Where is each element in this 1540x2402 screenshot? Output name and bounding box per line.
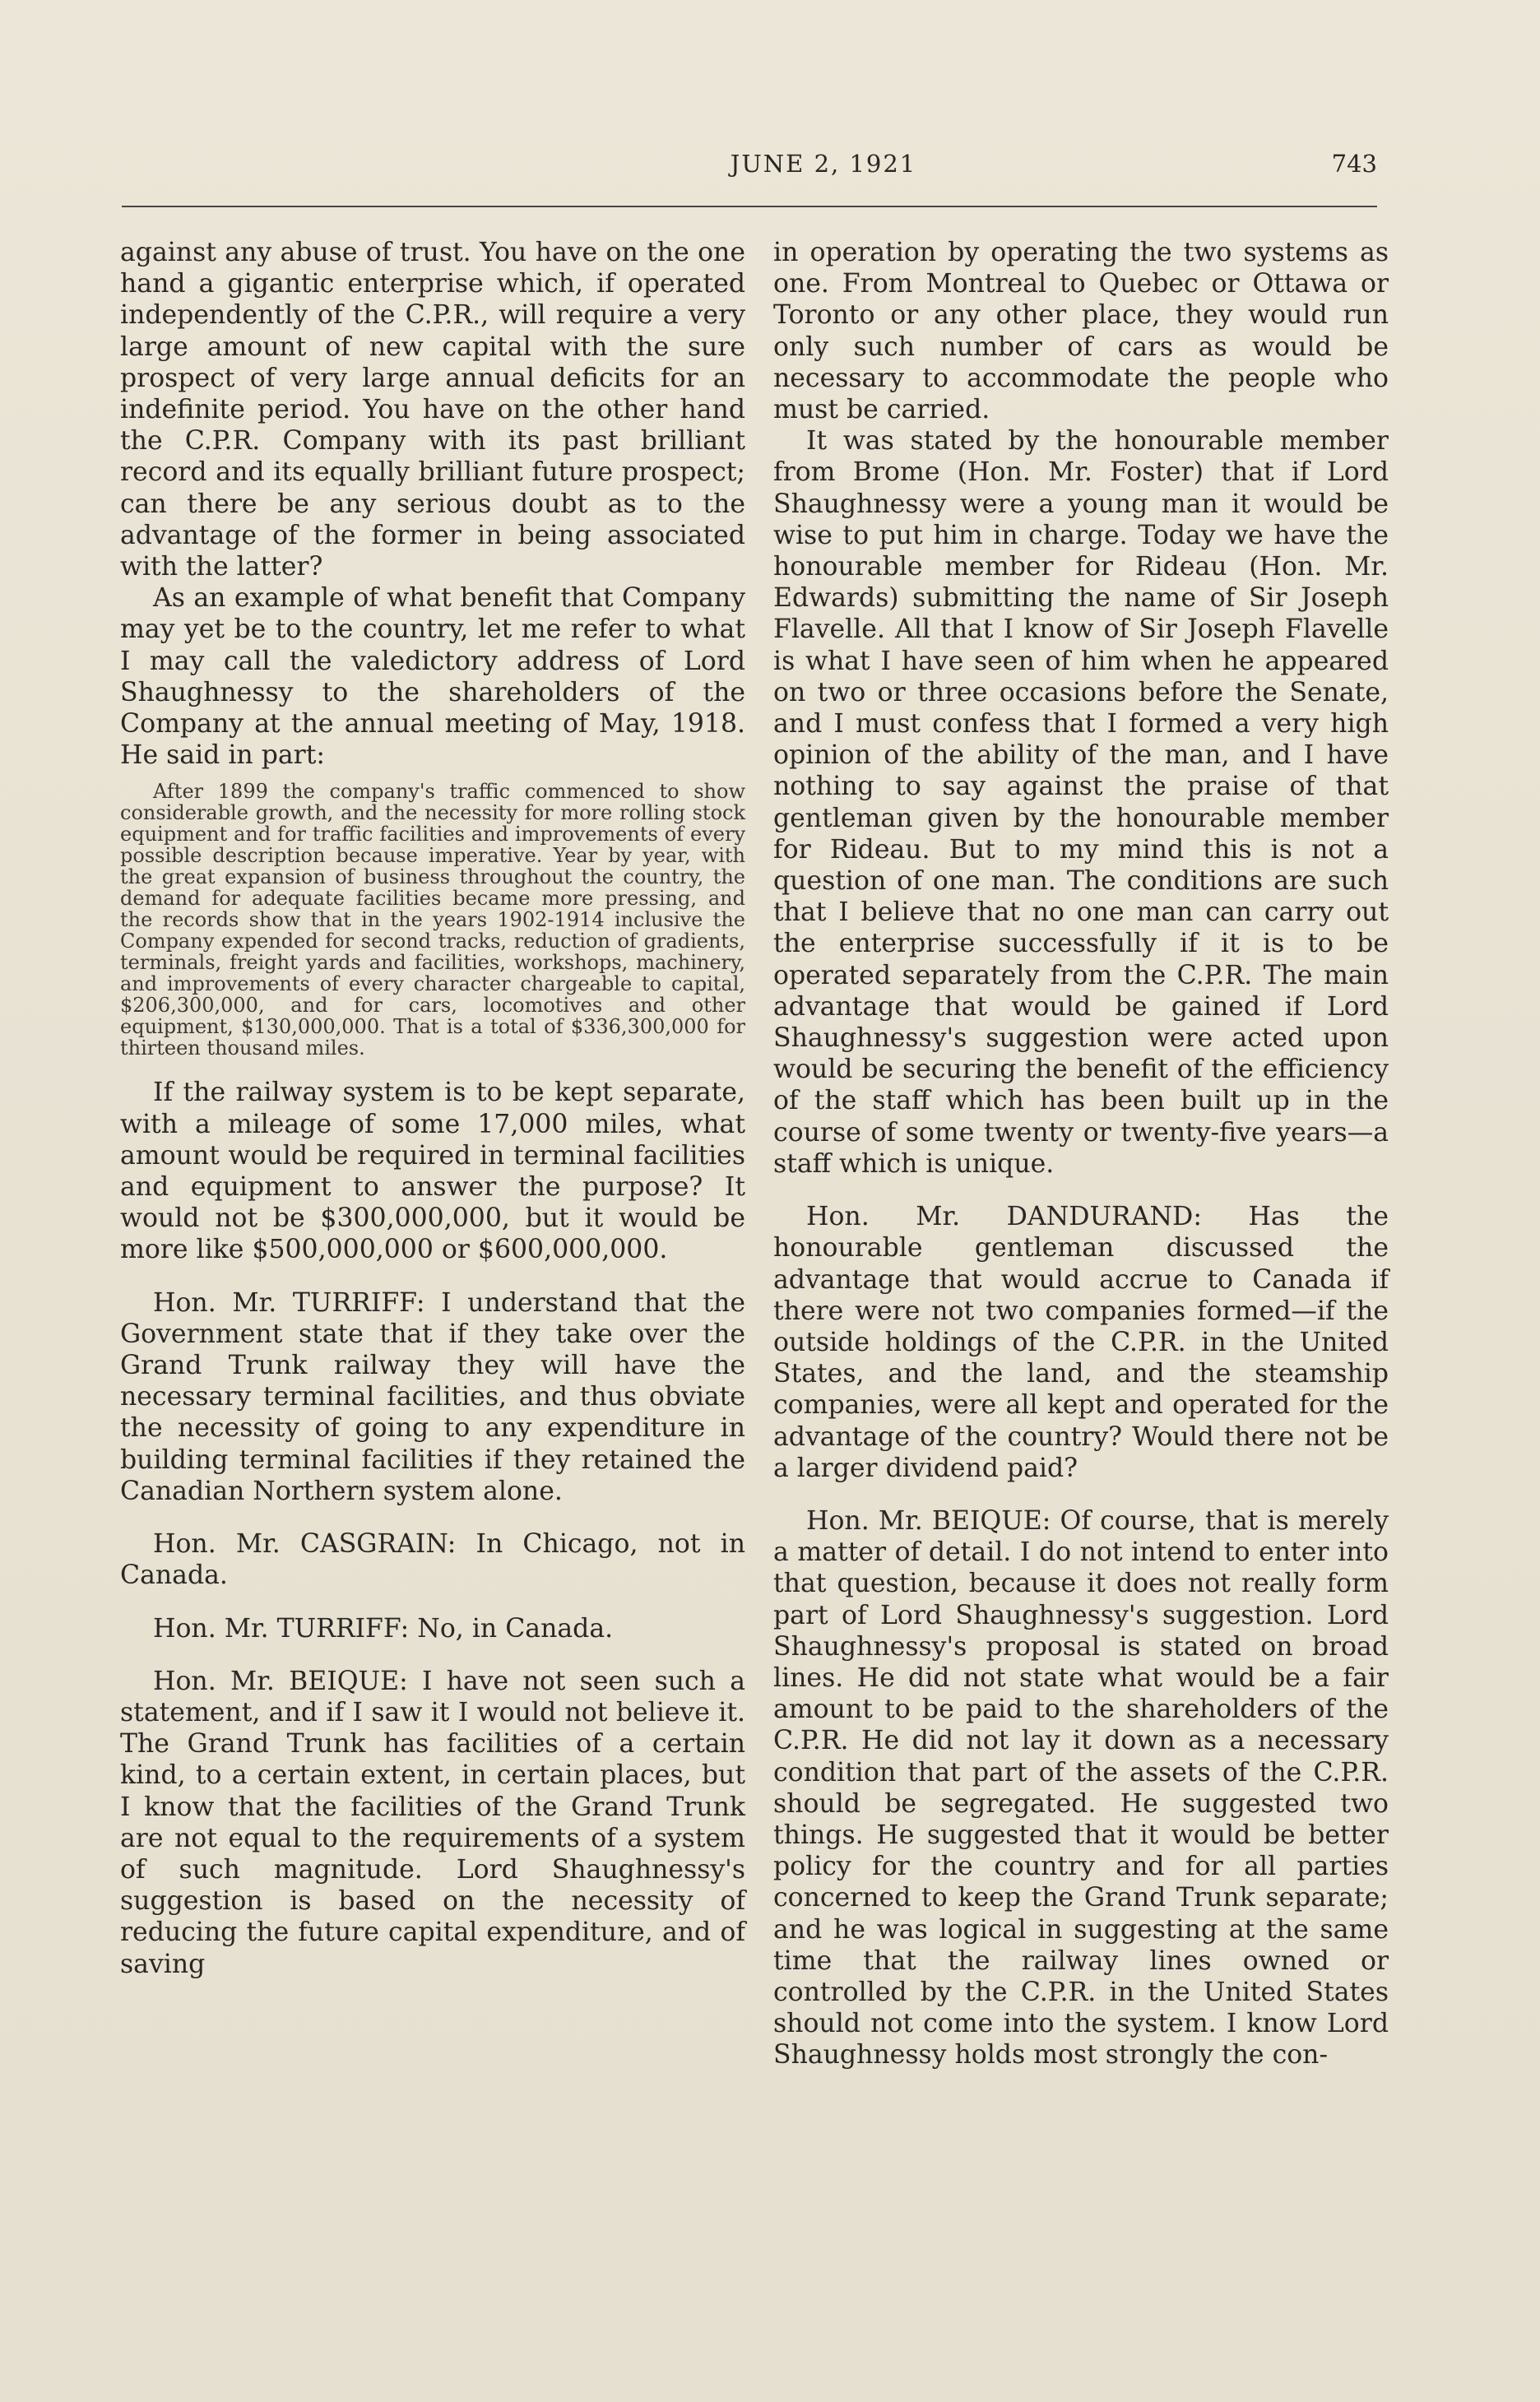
page-number: 743 (1331, 150, 1377, 178)
paragraph: Hon. Mr. BEIQUE: Of course, that is merely a matter of detail. I do not intend to enter into that question, because it does not really form part of Lord Shaughnessy's suggestion. Lord Shaughnessy's proposal is stated on broad lines. He did not state what would be a fair amount to be paid to the shareholders of the C.P.R. He did not lay it down as a necessary condition that part of the assets of the C.P.R. should be segregated. He suggested two things. He suggested that it would be better policy for the country and for all parties concerned to keep the Grand Trunk separate; and he was logical in suggesting at the same time that the railway lines owned or controlled by the C.P.R. in the United States should not come into the system. I know Lord Shaughnessy holds most strongly the con- (773, 1505, 1389, 2070)
header-date: JUNE 2, 1921 (730, 150, 917, 178)
paragraph: As an example of what benefit that Company may yet be to the country, let me refer to what I may call the valedictory address of Lord Shaughnessy to the shareholders of the Company at the annual meeting of May, 1918. He said in part: (120, 583, 745, 771)
block-quote: After 1899 the company's traffic commenced to show considerable growth, and the necessity for more rolling stock equipment and for traffic facilities and improvements of every possible description because imperative. Year by year, with the great expansion of business throughout the country, the demand for adequate facilities became more pressing, and the records show that in the years 1902-1914 inclusive the Company expended for second tracks, reduction of gradients, terminals, freight yards and facilities, workshops, machinery, and improvements of every character chargeable to capital, $206,300,000, and for cars, locomotives and other equipment, $130,000,000. That is a total of $336,300,000 for thirteen thousand miles. (120, 780, 745, 1060)
right-column (773, 237, 1389, 2071)
header-rule (122, 206, 1377, 207)
left-column (120, 237, 745, 1980)
paragraph: It was stated by the honourable member from Brome (Hon. Mr. Foster) that if Lord Shaughnessy were a young man it would be wise to put him in charge. Today we have the honourable member for Rideau (Hon. Mr. Edwards) submitting the name of Sir Joseph Flavelle. All that I know of Sir Joseph Flavelle is what I have seen of him when he appeared on two or three occasions before the Senate, and I must confess that I formed a very high opinion of the ability of the man, and I have nothing to say against the praise of that gentleman given by the honourable member for Rideau. But to my mind this is not a question of one man. The conditions are such that I believe that no one man can carry out the enterprise successfully if it is to be operated separately from the C.P.R. The main advantage that would be gained if Lord Shaughnessy's suggestion were acted upon would be securing the benefit of the efficiency of the staff which has been built up in the course of some twenty or twenty-five years—a staff which is unique. (773, 426, 1389, 1179)
paragraph: Hon. Mr. TURRIFF: I understand that the Government state that if they take over the Grand Trunk railway they will have the necessary terminal facilities, and thus obviate the necessity of going to any expenditure in building terminal facilities if they retained the Canadian Northern system alone. (120, 1287, 745, 1506)
page-header (122, 150, 1377, 191)
paragraph: Hon. Mr. DANDURAND: Has the honourable gentleman discussed the advantage that would accrue to Canada if there were not two companies formed—if the outside holdings of the C.P.R. in the United States, and the land, and the steamship companies, were all kept and operated for the advantage of the country? Would there not be a larger dividend paid? (773, 1202, 1389, 1483)
paragraph: Hon. Mr. BEIQUE: I have not seen such a statement, and if I saw it I would not believe it. The Grand Trunk has facilities of a certain kind, to a certain extent, in certain places, but I know that the facilities of the Grand Trunk are not equal to the requirements of a system of such magnitude. Lord Shaughnessy's suggestion is based on the necessity of reducing the future capital expenditure, and of saving (120, 1666, 745, 1979)
paragraph: against any abuse of trust. You have on the one hand a gigantic enterprise which, if operated independently of the C.P.R., will require a very large amount of new capital with the sure prospect of very large annual deficits for an indefinite period. You have on the other hand the C.P.R. Company with its past brilliant record and its equally brilliant future prospect; can there be any serious doubt as to the advantage of the former in being associated with the latter? (120, 238, 745, 582)
paragraph: in operation by operating the two systems as one. From Montreal to Quebec or Ottawa or Toronto or any other place, they would run only such number of cars as would be necessary to accommodate the people who must be carried. (773, 238, 1389, 425)
paragraph: Hon. Mr. CASGRAIN: In Chicago, not in Canada. (120, 1529, 745, 1591)
paragraph: Hon. Mr. TURRIFF: No, in Canada. (153, 1613, 614, 1644)
paragraph: If the railway system is to be kept separate, with a mileage of some 17,000 miles, what amount would be required in terminal facilities and equipment to answer the purpose? It would not be $300,000,000, but it would be more like $500,000,000 or $600,000,000. (120, 1078, 745, 1265)
